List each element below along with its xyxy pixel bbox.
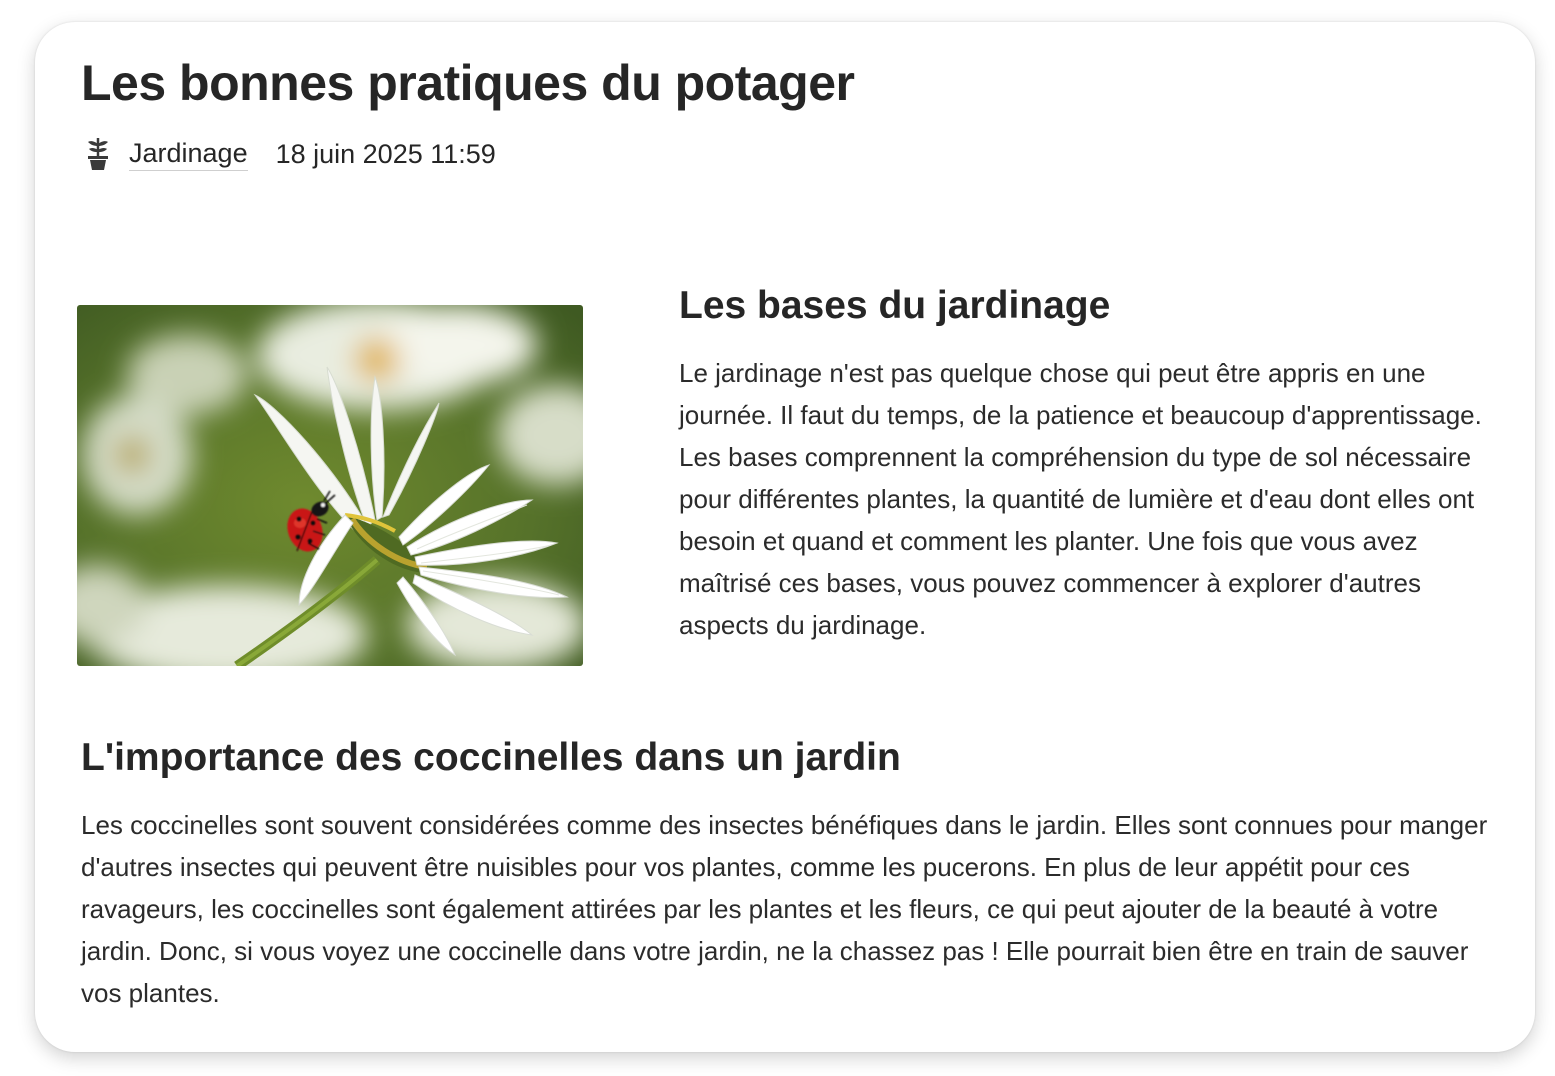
section-title-jardinage: Les bases du jardinage bbox=[679, 284, 1111, 327]
category-link[interactable]: Jardinage bbox=[129, 138, 248, 171]
ladybug-daisy-image bbox=[77, 305, 583, 666]
section-title-coccinelles: L'importance des coccinelles dans un jardin bbox=[81, 736, 901, 779]
article-card bbox=[35, 22, 1535, 1052]
publish-date: 18 juin 2025 11:59 bbox=[275, 138, 496, 169]
page-title: Les bonnes pratiques du potager bbox=[81, 55, 855, 111]
potted-plant-icon bbox=[83, 136, 113, 172]
section-body-coccinelles: Les coccinelles sont souvent considérées comme des insectes bénéfiques dans le jardin. Elles sont connues pour manger d'autres insectes qui peuvent être nuisibles pour vos plantes, comme les pucerons. En plus de leur appétit pour ces ravageurs, les coccinelles sont également attirées par les plantes et les fleurs, ce qui peut ajouter de la beauté à votre jardin. Donc, si vous voyez une coccinelle dans votre jardin, ne la chassez pas ! Elle pourrait bien être en train de sauver vos plantes. bbox=[81, 810, 1488, 1008]
section-body-jardinage: Le jardinage n'est pas quelque chose qui peut être appris en une journée. Il faut du temps, de la patience et beaucoup d'apprentissage. Les bases comprennent la compréhension du type de sol nécessaire pour différentes plantes, la quantité de lumière et d'eau dont elles ont besoin et quand et comment les planter. Une fois que vous avez maîtrisé ces bases, vous pouvez commencer à explorer d'autres aspects du jardinage. bbox=[679, 358, 1482, 640]
article-meta bbox=[83, 134, 496, 174]
